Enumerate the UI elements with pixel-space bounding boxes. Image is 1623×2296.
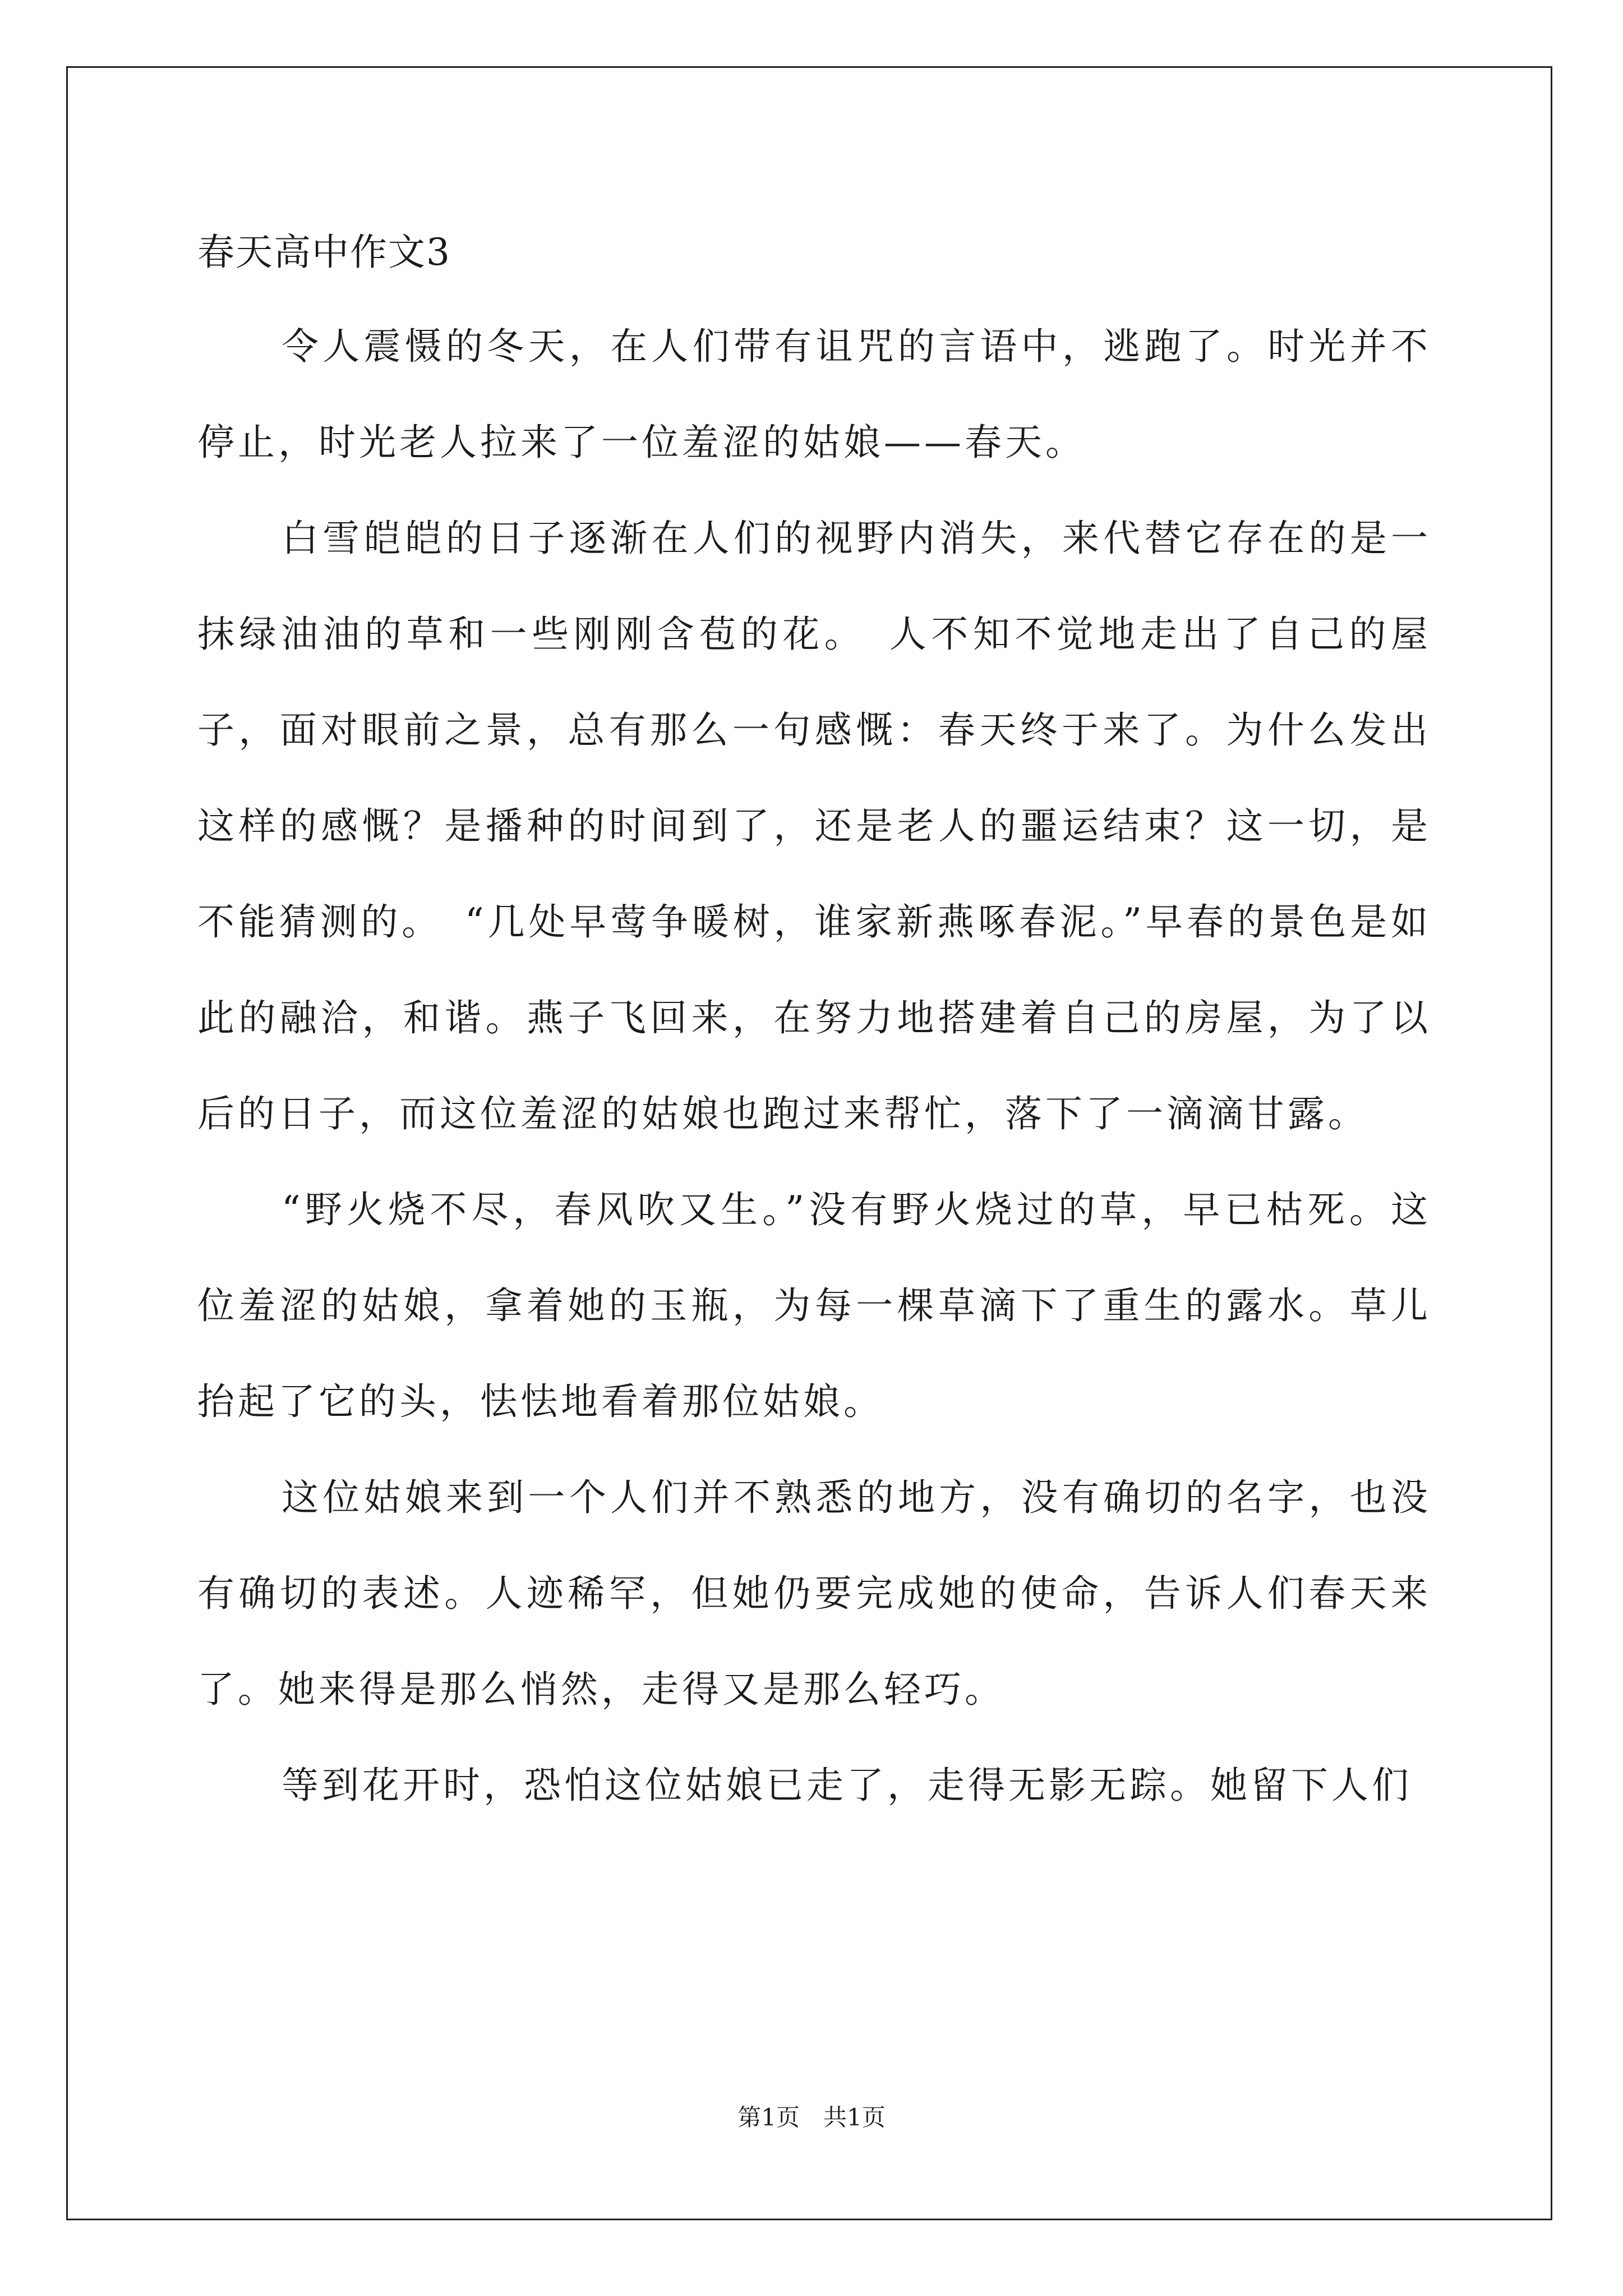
paragraph: 白雪皑皑的日子逐渐在人们的视野内消失，来代替它存在的是一抹绿油油的草和一些刚刚含苞的花。 人不知不觉地走出了自己的屋子，面对眼前之景，总有那么一句感慨：春天终于来了。为什么发出这样的感慨？是播种的时间到了，还是老人的噩运结束？这一切，是不能猜测的。 “几处早莺争暖树，谁家新燕啄春泥。”早春的景色是如此的融洽，和谐。燕子飞回来，在努力地搭建着自己的房屋，为了以后的日子，而这位羞涩的姑娘也跑过来帮忙，落下了一滴滴甘露。 [197, 517, 1431, 1135]
page-footer: 第1页 共1页 [737, 2104, 886, 2131]
paragraph: 这位姑娘来到一个人们并不熟悉的地方，没有确切的名字，也没有确切的表述。人迹稀罕，但她仍要完成她的使命，告诉人们春天来了。她来得是那么悄然，走得又是那么轻巧。 [197, 1476, 1431, 1711]
paragraph: 等到花开时，恐怕这位姑娘已走了，走得无影无踪。她留下人们 [282, 1764, 1412, 1807]
document-title: 春天高中作文3 [197, 231, 451, 274]
document-body [197, 213, 1431, 1833]
paragraph: “野火烧不尽，春风吹又生。”没有野火烧过的草，早已枯死。这位羞涩的姑娘，拿着她的玉瓶，为每一棵草滴下了重生的露水。草儿抬起了它的头，怯怯地看着那位姑娘。 [197, 1188, 1431, 1423]
paragraph: 令人震慑的冬天，在人们带有诅咒的言语中，逃跑了。时光并不停止，时光老人拉来了一位羞涩的姑娘——春天。 [197, 325, 1431, 464]
